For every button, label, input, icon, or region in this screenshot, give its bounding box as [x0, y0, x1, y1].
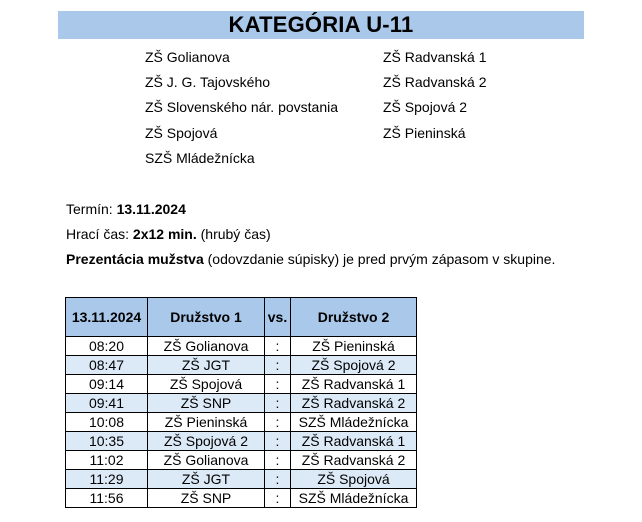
table-row	[66, 451, 417, 470]
match-vs: :	[265, 451, 291, 470]
match-time: 10:08	[66, 413, 148, 432]
table-header-row	[66, 298, 417, 337]
playtime-value: 2x12 min.	[132, 226, 197, 242]
team-entry: SZŠ Mládežnícka	[145, 149, 255, 166]
match-team2: ZŠ Spojová	[291, 470, 417, 489]
match-team2: SZŠ Mládežnícka	[291, 489, 417, 508]
match-team2: ZŠ Radvanská 1	[291, 432, 417, 451]
match-vs: :	[265, 470, 291, 489]
match-team2: SZŠ Mládežnícka	[291, 413, 417, 432]
info-presentation	[66, 251, 555, 267]
team-entry: ZŠ Slovenského nár. povstania	[145, 99, 339, 116]
match-team1: ZŠ SNP	[148, 489, 265, 508]
date-label: Termín:	[66, 201, 113, 217]
match-time: 11:02	[66, 451, 148, 470]
match-time: 09:14	[66, 375, 148, 394]
header-team1: Družstvo 1	[148, 298, 265, 337]
match-time: 08:20	[66, 337, 148, 356]
table-row	[66, 356, 417, 375]
category-title: KATEGÓRIA U-11	[58, 11, 584, 39]
match-time: 11:56	[66, 489, 148, 508]
match-team2: ZŠ Pieninská	[291, 337, 417, 356]
table-row	[66, 470, 417, 489]
teams-list-left	[145, 45, 338, 171]
header-team2: Družstvo 2	[291, 298, 417, 337]
match-time: 09:41	[66, 394, 148, 413]
match-team2: ZŠ Radvanská 1	[291, 375, 417, 394]
playtime-label: Hrací čas:	[66, 226, 130, 242]
match-vs: :	[265, 375, 291, 394]
table-row	[66, 394, 417, 413]
table-row	[66, 375, 417, 394]
team-entry: ZŠ Pieninská	[383, 124, 466, 141]
table-row	[66, 489, 417, 508]
team-entry: ZŠ Radvanská 1	[383, 49, 487, 65]
match-team1: ZŠ SNP	[148, 394, 265, 413]
match-team1: ZŠ Pieninská	[148, 413, 265, 432]
match-team1: ZŠ Spojová	[148, 375, 265, 394]
table-row	[66, 337, 417, 356]
info-playtime	[66, 226, 271, 242]
match-vs: :	[265, 394, 291, 413]
match-vs: :	[265, 489, 291, 508]
table-row	[66, 432, 417, 451]
team-entry: ZŠ Spojová	[145, 124, 218, 141]
match-vs: :	[265, 432, 291, 451]
match-team2: ZŠ Spojová 2	[291, 356, 417, 375]
playtime-note: (hrubý čas)	[200, 226, 271, 242]
team-entry: ZŠ Radvanská 2	[383, 74, 487, 91]
header-date: 13.11.2024	[66, 298, 148, 337]
match-team1: ZŠ JGT	[148, 470, 265, 489]
match-team1: ZŠ Golianova	[148, 337, 265, 356]
table-row	[66, 413, 417, 432]
match-vs: :	[265, 356, 291, 375]
schedule-table	[65, 297, 417, 508]
team-entry: ZŠ Spojová 2	[383, 99, 468, 116]
header-vs: vs.	[265, 298, 291, 337]
match-team1: ZŠ JGT	[148, 356, 265, 375]
match-vs: :	[265, 413, 291, 432]
match-team1: ZŠ Golianova	[148, 451, 265, 470]
match-vs: :	[265, 337, 291, 356]
match-team1: ZŠ Spojová 2	[148, 432, 265, 451]
match-time: 08:47	[66, 356, 148, 375]
presentation-text: (odovzdanie súpisky) je pred prvým zápasom v skupine.	[207, 251, 556, 267]
match-team2: ZŠ Radvanská 2	[291, 394, 417, 413]
info-date	[66, 201, 186, 217]
match-team2: ZŠ Radvanská 2	[291, 451, 417, 470]
team-entry: ZŠ Golianova	[145, 49, 230, 65]
teams-list-right	[383, 45, 487, 146]
match-time: 10:35	[66, 432, 148, 451]
match-time: 11:29	[66, 470, 148, 489]
team-entry: ZŠ J. G. Tajovského	[145, 74, 271, 91]
date-value: 13.11.2024	[116, 201, 186, 217]
presentation-bold: Prezentácia mužstva	[66, 251, 204, 267]
